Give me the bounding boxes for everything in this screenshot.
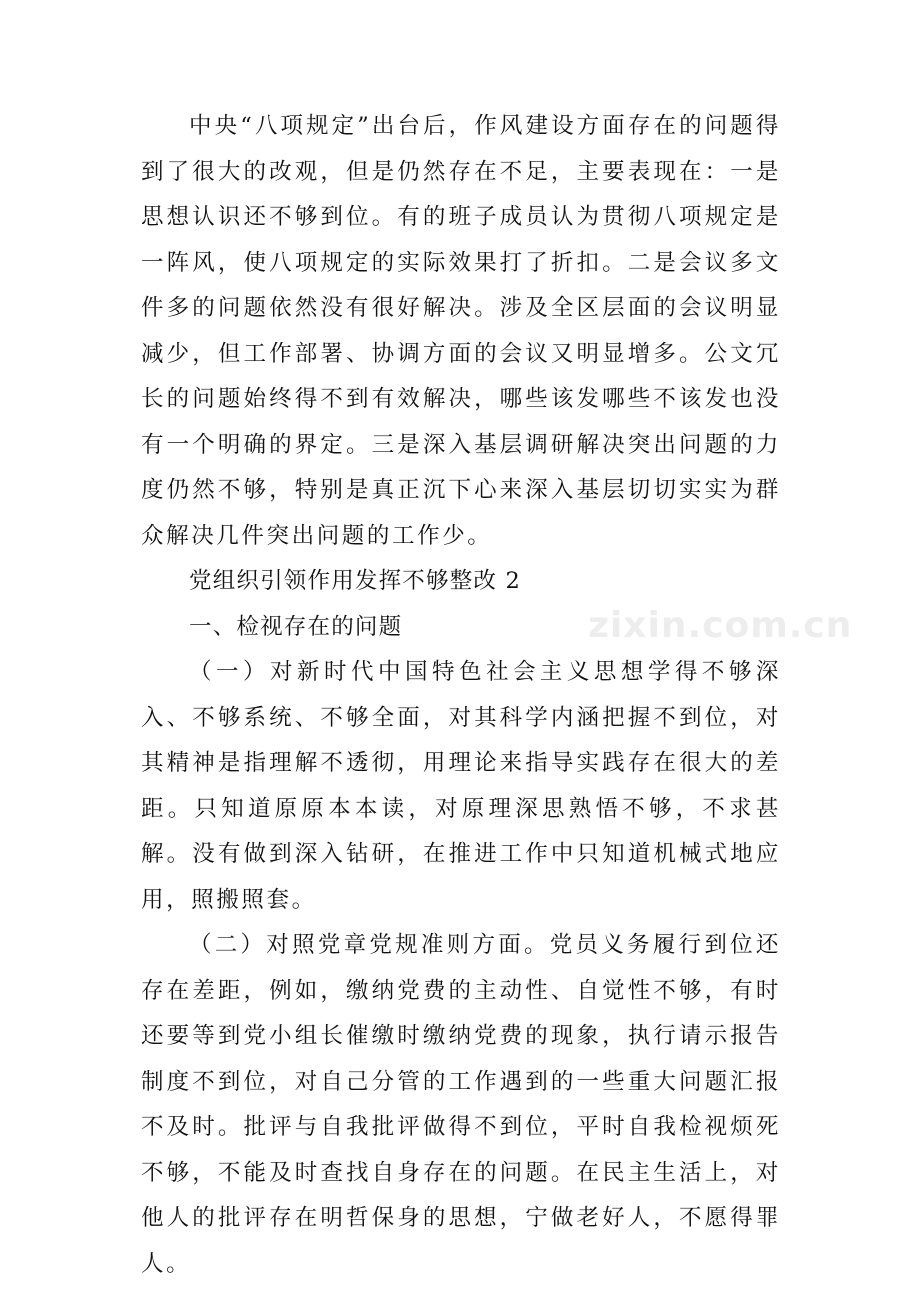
paragraph-theory-study: （一）对新时代中国特色社会主义思想学得不够深入、不够系统、不够全面，对其科学内涵把握不到位，对其精神是指理解不透彻，用理论来指导实践存在很大的差距。只知道原原本本读，对原理深思熟悟不够，不求甚解。没有做到深入钻研，在推进工作中只知道机械式地应用，照搬照套。 (141, 659, 781, 913)
section-title: 党组织引领作用发挥不够整改 2 (189, 568, 521, 594)
document-body (141, 104, 781, 1287)
subsection-heading: 一、检视存在的问题 (189, 613, 403, 640)
paragraph-party-rules: （二）对照党章党规准则方面。党员义务履行到位还存在差距，例如，缴纳党费的主动性、自觉性不够，有时还要等到党小组长催缴时缴纳党费的现象，执行请示报告制度不到位，对自己分管的工作遇到的一些重大问题汇报不及时。批评与自我批评做得不到位，平时自我检视烦死不够，不能及时查找自身存在的问题。在民主生活上，对他人的批评存在明哲保身的思想，宁做老好人，不愿得罪人。 (141, 932, 781, 1277)
paragraph-work-style-issues: 中央“八项规定”出台后，作风建设方面存在的问题得到了很大的改观，但是仍然存在不足，主要表现在：一是思想认识还不够到位。有的班子成员认为贯彻八项规定是一阵风，使八项规定的实际效果打了折扣。二是会议多文件多的问题依然没有很好解决。涉及全区层面的会议明显减少，但工作部署、协调方面的会议又明显增多。公文冗长的问题始终得不到有效解决，哪些该发哪些不该发也没有一个明确的界定。三是深入基层调研解决突出问题的力度仍然不够，特别是真正沉下心来深入基层切切实实为群众解决几件突出问题的工作少。 (141, 113, 781, 549)
watermark: zixin.com.cn (588, 605, 853, 646)
